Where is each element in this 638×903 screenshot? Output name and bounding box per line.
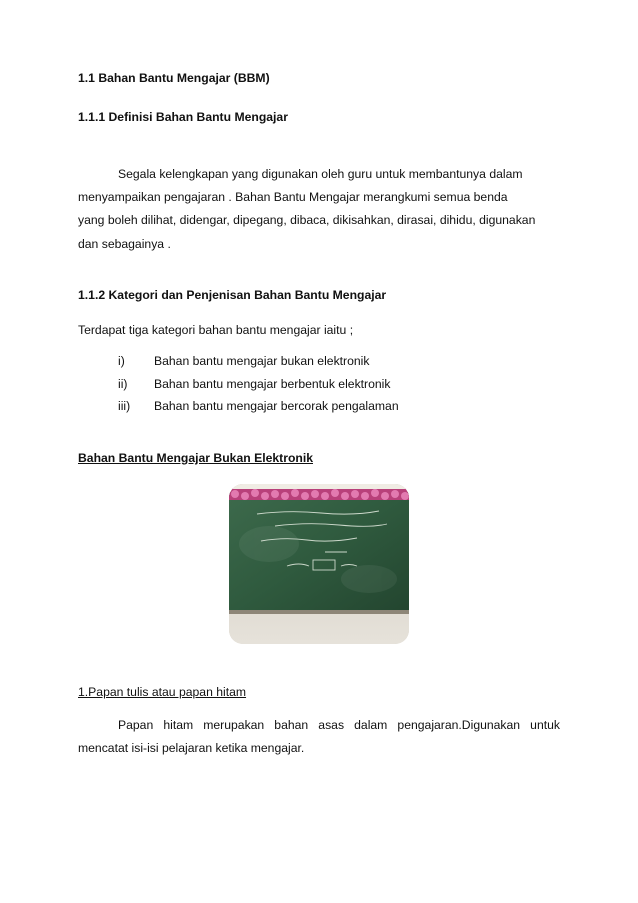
item-1-title: 1.Papan tulis atau papan hitam [78,685,247,699]
list-item-text: Bahan bantu mengajar bercorak pengalaman [154,399,399,413]
chalkboard-image [229,484,409,644]
chalkboard-photo [229,484,409,644]
definition-line-1: Segala kelengkapan yang digunakan oleh guru untuk membantunya dalam [118,167,523,181]
item-1-line-1: Papan hitam merupakan bahan asas dalam pengajaran.Digunakan untuk [118,718,560,732]
definition-line-3: yang boleh dilihat, didengar, dipegang, dibaca, dikisahkan, dirasai, dihidu, digunakan [78,213,536,227]
item-1-line-2: mencatat isi-isi pelajaran ketika mengajar. [78,741,305,755]
heading-kategori: 1.1.2 Kategori dan Penjenisan Bahan Bantu Mengajar [78,288,387,302]
tinsel-border [229,484,409,500]
definition-line-4: dan sebagainya . [78,237,171,251]
list-item-text: Bahan bantu mengajar bukan elektronik [154,354,370,368]
definition-line-2: menyampaikan pengajaran . Bahan Bantu Mengajar merangkumi semua benda [78,190,508,204]
list-item-text: Bahan bantu mengajar berbentuk elektronik [154,377,391,391]
list-item-number: iii) [118,399,131,413]
heading-bukan-elektronik: Bahan Bantu Mengajar Bukan Elektronik [78,451,313,465]
heading-definisi: 1.1.1 Definisi Bahan Bantu Mengajar [78,110,288,124]
categories-intro: Terdapat tiga kategori bahan bantu mengajar iaitu ; [78,323,354,337]
heading-bbm: 1.1 Bahan Bantu Mengajar (BBM) [78,71,270,85]
list-item-number: i) [118,354,125,368]
list-item-number: ii) [118,377,128,391]
